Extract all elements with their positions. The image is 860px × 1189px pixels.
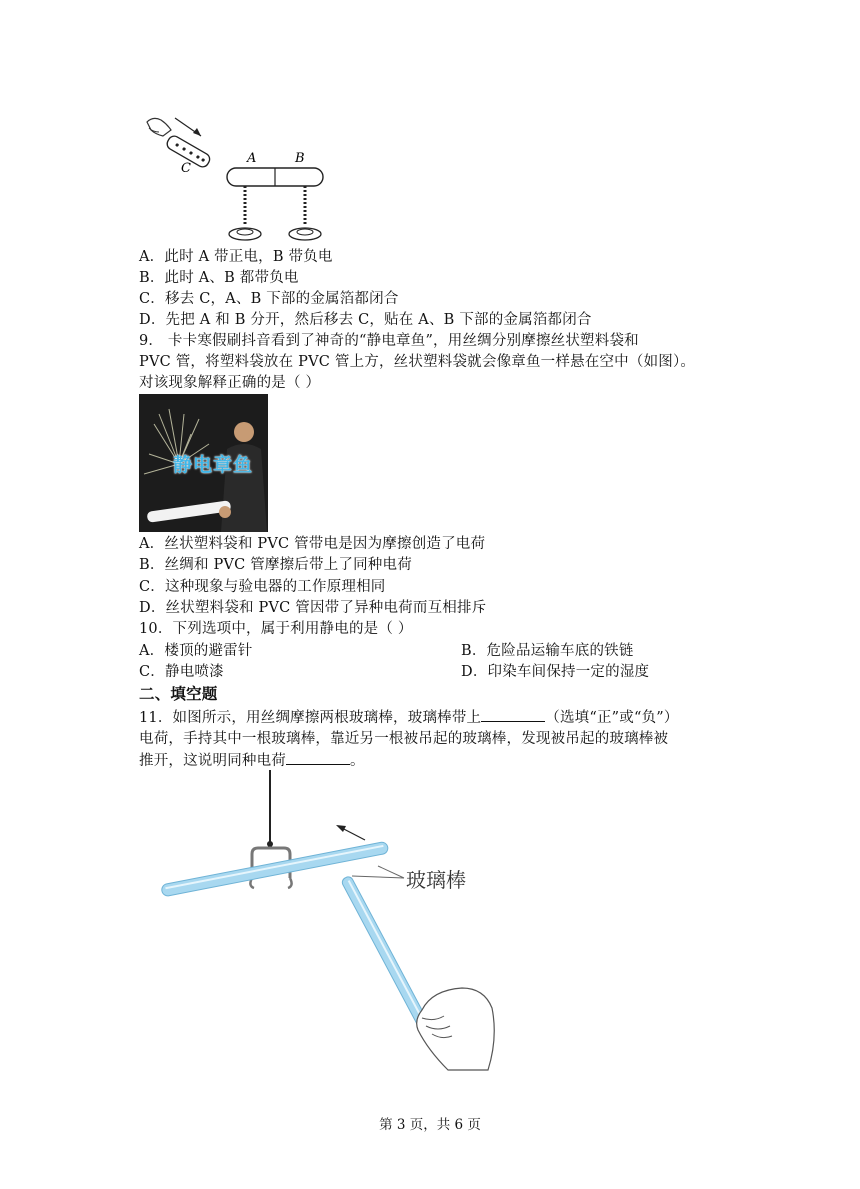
q10-option-c: C．静电喷漆 [139, 664, 224, 680]
label-a: A [247, 151, 257, 166]
q9-option-b: B．丝绸和 PVC 管摩擦后带上了同种电荷 [139, 557, 412, 573]
q11-line1-post: （选填“正”或“负”） [545, 710, 679, 726]
q9-stem-line2: PVC 管，将塑料袋放在 PVC 管上方，丝状塑料袋就会像章鱼一样悬在空中（如图）。 [139, 354, 696, 370]
label-c: C [181, 161, 191, 176]
q8-option-a: A．此时 A 带正电，B 带负电 [139, 249, 333, 265]
q9-stem-line1: 9． 卡卡寒假刷抖音看到了神奇的“静电章鱼”，用丝绸分别摩擦丝状塑料袋和 [139, 333, 639, 349]
q11-line3-pre: 推开，这说明同种电荷 [139, 753, 286, 769]
section-title: 二、填空题 [139, 685, 218, 703]
static-octopus-photo [139, 394, 268, 532]
q9-option-c: C．这种现象与验电器的工作原理相同 [139, 579, 386, 595]
q10-stem: 10．下列选项中，属于利用静电的是（ ） [139, 621, 413, 637]
q11-blank-2[interactable] [286, 750, 350, 765]
glass-rod-figure [160, 770, 500, 1080]
q10-option-d: D．印染车间保持一定的湿度 [461, 664, 650, 680]
q10-option-a: A．楼顶的避雷针 [139, 643, 253, 659]
label-b: B [295, 151, 305, 166]
q11-stem-line2: 电荷，手持其中一根玻璃棒，靠近另一根被吊起的玻璃棒，发现被吊起的玻璃棒被 [139, 731, 669, 747]
q11-line3-post: 。 [350, 753, 365, 769]
q11-blank-1[interactable] [481, 707, 545, 722]
q11-stem-line3 [139, 750, 365, 772]
page-footer: 第 3 页，共 6 页 [379, 1117, 481, 1133]
q10-option-b: B．危险品运输车底的铁链 [461, 643, 634, 659]
q11-stem-line1 [139, 707, 679, 729]
glass-rod-label: 玻璃棒 [406, 868, 466, 892]
q9-stem-line3: 对该现象解释正确的是（ ） [139, 375, 321, 391]
q9-option-d: D．丝状塑料袋和 PVC 管因带了异种电荷而互相排斥 [139, 600, 487, 616]
electroscope-figure [139, 108, 339, 248]
q8-option-d: D．先把 A 和 B 分开，然后移去 C，贴在 A、B 下部的金属箔都闭合 [139, 312, 592, 328]
q9-option-a: A．丝状塑料袋和 PVC 管带电是因为摩擦创造了电荷 [139, 536, 486, 552]
photo-caption: 静电章鱼 [173, 454, 254, 476]
q11-line1-pre: 11．如图所示，用丝绸摩擦两根玻璃棒，玻璃棒带上 [139, 710, 482, 726]
q8-option-c: C．移去 C，A、B 下部的金属箔都闭合 [139, 291, 399, 307]
q8-option-b: B．此时 A、B 都带负电 [139, 270, 299, 286]
